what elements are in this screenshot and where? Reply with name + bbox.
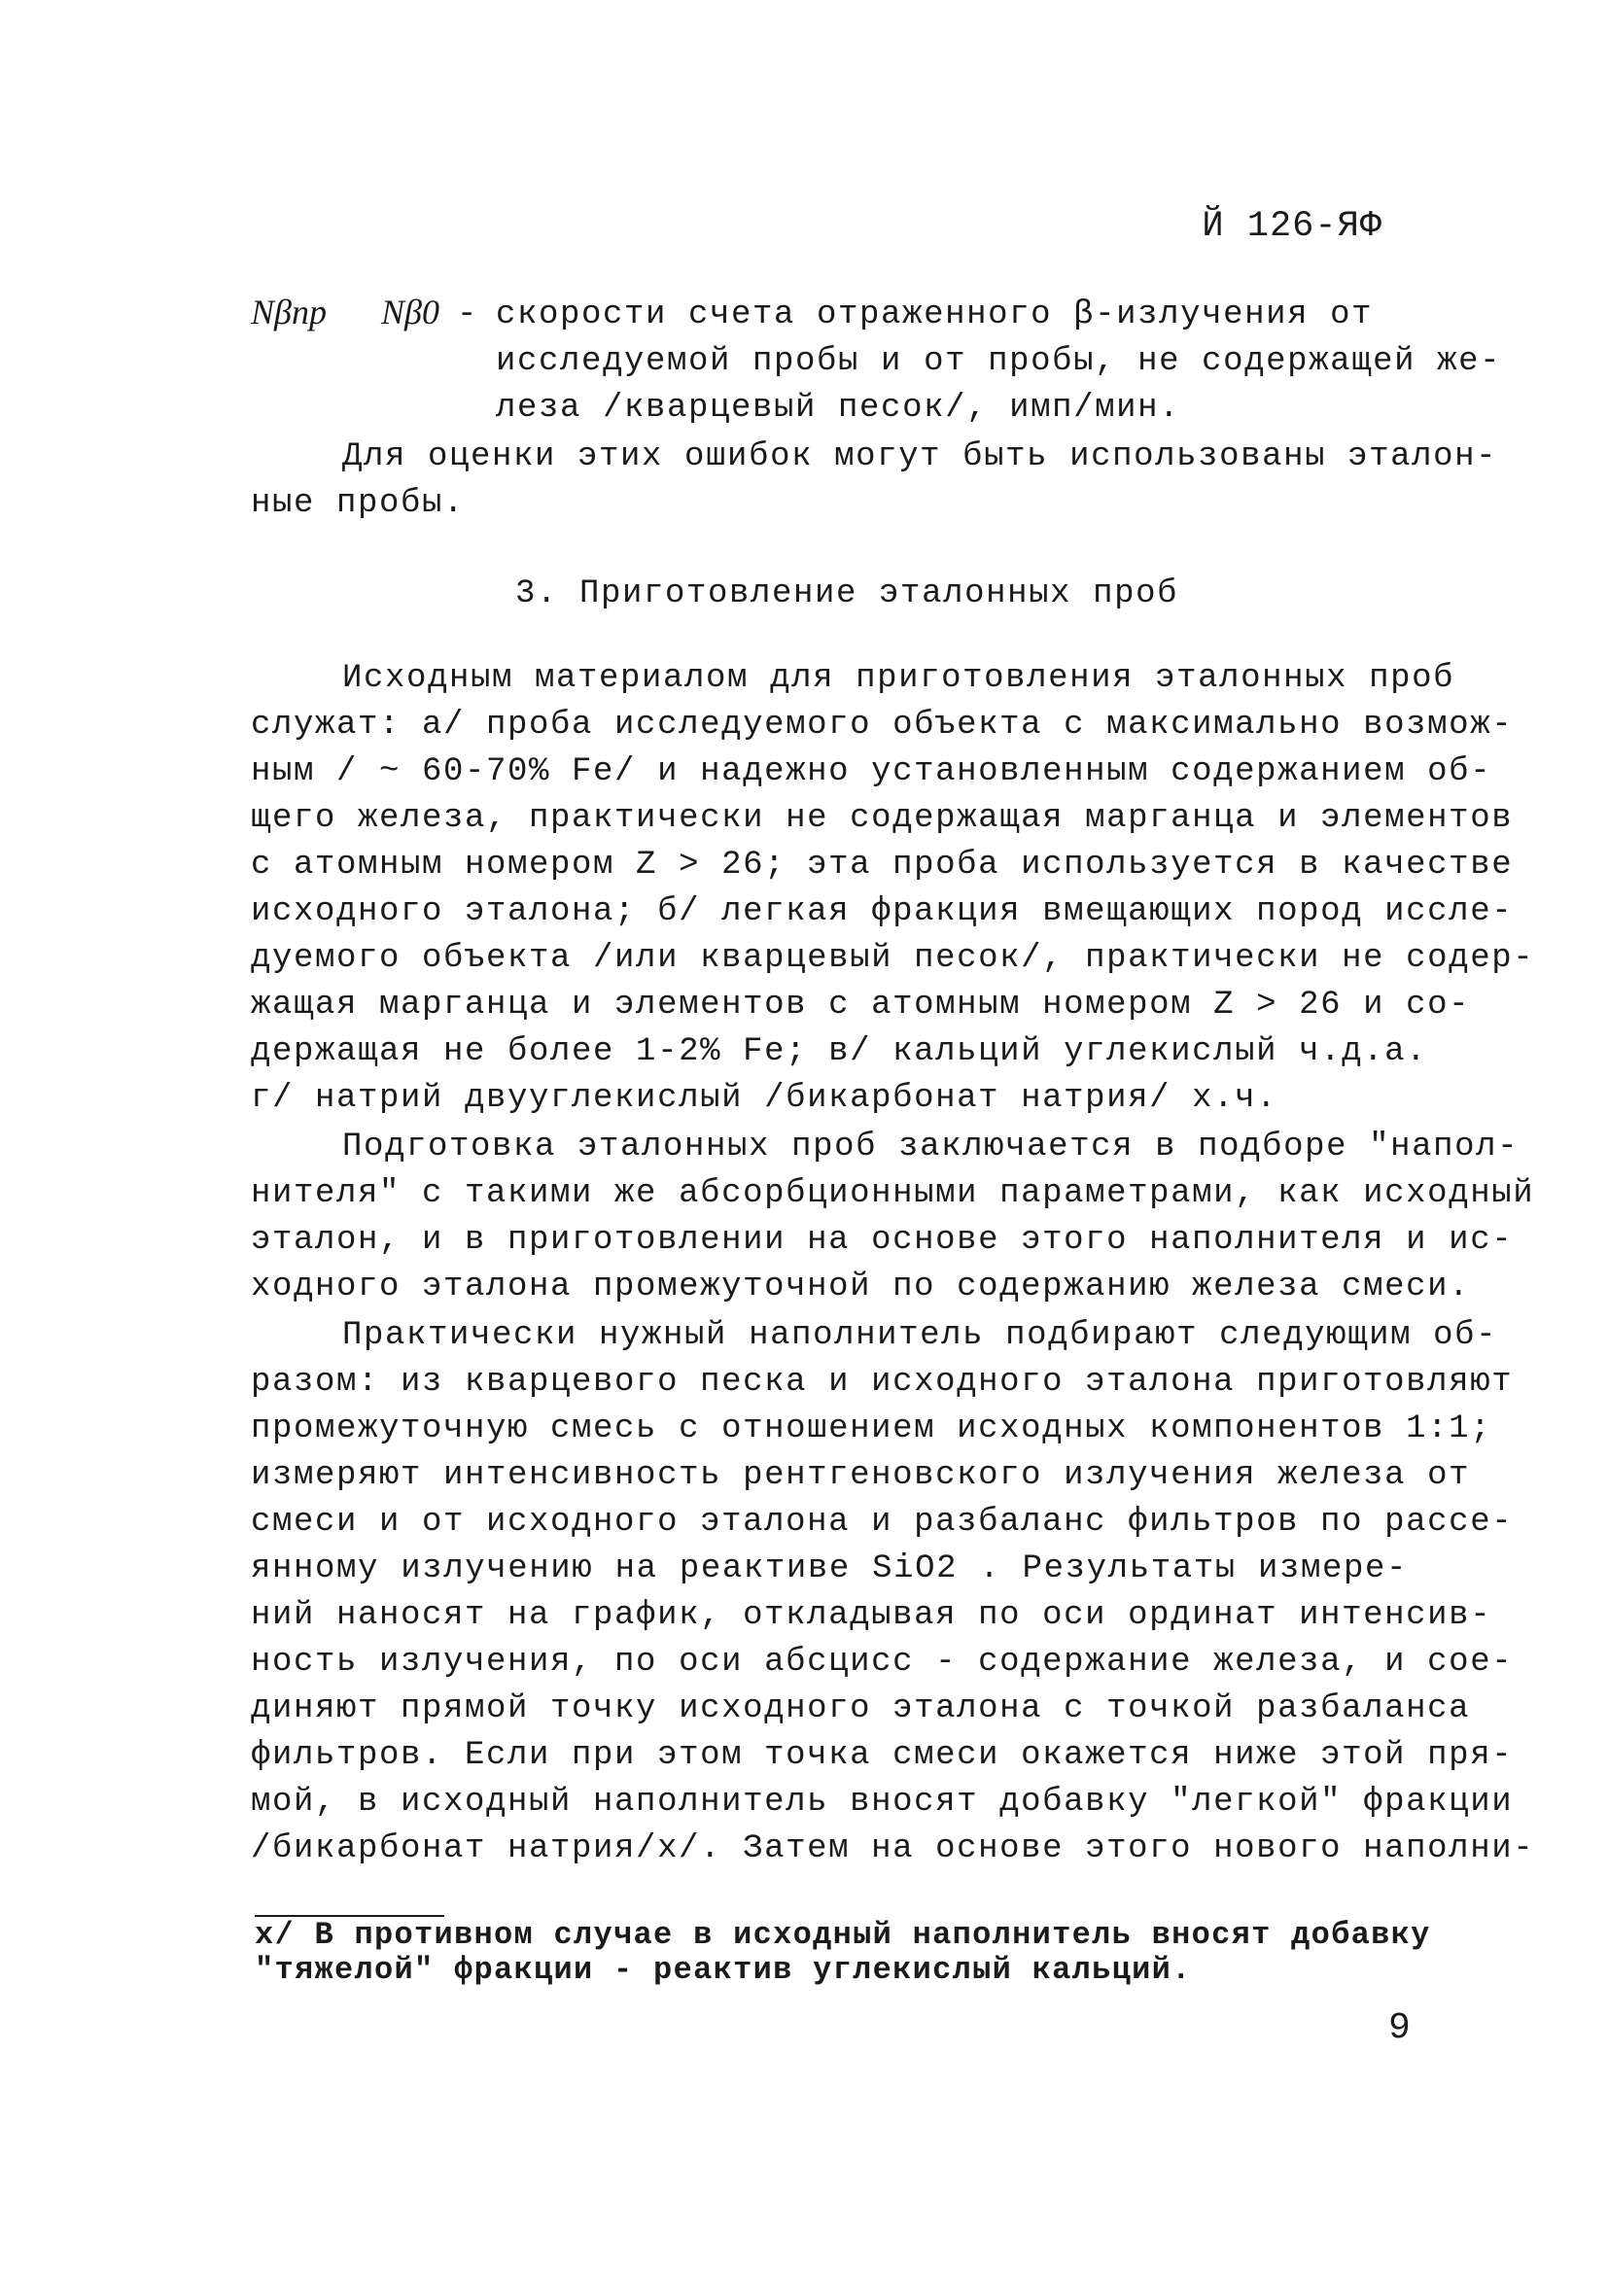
paragraph-line: ным / ~ 60-70% Fe/ и надежно установленным содержанием об- [251,753,1492,790]
footnote-line: x/ В противном случае в исходный наполнитель вносят добавку [255,1917,1431,1953]
paragraph-line: жащая марганца и элементов с атомным номером Z > 26 и со- [251,987,1471,1024]
paragraph-line: ность излучения, по оси абсцисс - содержание железа, и сое- [251,1644,1514,1681]
paragraph-line: эталон, и в приготовлении на основе этого наполнителя и ис- [251,1222,1514,1259]
footnote-line: "тяжелой" фракции - реактив углекислый кальций. [255,1952,1192,1988]
symbol-n-beta-0: Nβ0 [381,293,439,331]
paragraph-line: Исходным материалом для приготовления эталонных проб [342,660,1455,697]
section-heading: 3. Приготовление эталонных проб [515,575,1179,612]
paragraph-line: служат: а/ проба исследуемого объекта с максимально возмож- [251,707,1514,744]
definition-line: исследуемой пробы и от пробы, не содержащей же- [496,343,1502,380]
paragraph-line: исходного эталона; б/ легкая фракция вмещающих пород иссле- [251,893,1514,930]
paragraph-line: смеси и от исходного эталона и разбаланс фильтров по рассе- [251,1504,1514,1541]
paragraph-line: янному излучению на реактиве SiO2 . Результаты измере- [251,1550,1408,1587]
paragraph-line: мой, в исходный наполнитель вносят добавку "легкой" фракции [251,1784,1514,1821]
paragraph-line: измеряют интенсивность рентгеновского излучения железа от [251,1457,1471,1494]
paragraph-line: ходного эталона промежуточной по содержанию железа смеси. [251,1269,1471,1305]
paragraph-line: разом: из кварцевого песка и исходного эталона приготовляют [251,1364,1514,1401]
document-number: Й 126-ЯФ [1202,206,1382,247]
paragraph-line: с атомным номером Z > 26; эта проба используется в качестве [251,847,1514,884]
paragraph-line: Для оценки этих ошибок могут быть использованы эталон- [342,438,1498,475]
paragraph-line: ний наносят на график, откладывая по оси ординат интенсив- [251,1597,1492,1634]
symbol-n-beta-pr: Nβпр [251,293,327,331]
definition-line: скорости счета отраженного β-излучения от [496,296,1374,333]
paragraph-line: промежуточную смесь с отношением исходных компонентов 1:1; [251,1410,1492,1447]
definition-dash: - [457,296,479,333]
paragraph-line: фильтров. Если при этом точка смеси окажется ниже этой пря- [251,1737,1514,1774]
page-number: 9 [1388,2007,1411,2049]
paragraph-line: /бикарбонат натрия/x/. Затем на основе этого нового наполни- [251,1830,1535,1867]
paragraph-line: дуемого объекта /или кварцевый песок/, практически не содер- [251,940,1535,977]
paragraph-line: нителя" с такими же абсорбционными параметрами, как исходный [251,1175,1535,1212]
paragraph-line: диняют прямой точку исходного эталона с точкой разбаланса [251,1690,1471,1727]
paragraph-line: ные пробы. [251,485,466,522]
paragraph-line: г/ натрий двууглекислый /бикарбонат натрия/ х.ч. [251,1080,1278,1117]
paragraph-line: щего железа, практически не содержащая марганца и элементов [251,800,1514,837]
paragraph-line: Практически нужный наполнитель подбирают следующим об- [342,1317,1498,1354]
paragraph-line: Подготовка эталонных проб заключается в подборе "напол- [342,1129,1520,1165]
paragraph-line: держащая не более 1-2% Fe; в/ кальций углекислый ч.д.а. [251,1033,1428,1070]
definition-line: леза /кварцевый песок/, имп/мин. [496,390,1181,427]
